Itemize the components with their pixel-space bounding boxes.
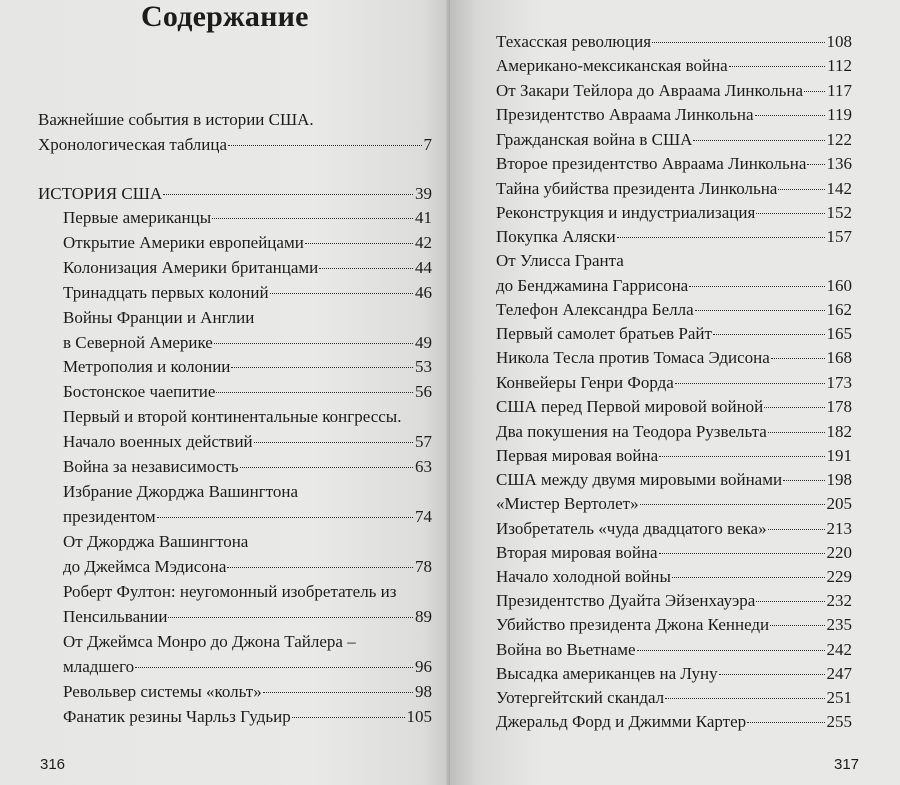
- toc-entry-title: США перед Первой мировой войной: [496, 397, 764, 416]
- dot-leader: [659, 456, 824, 457]
- toc-entry: [63, 530, 432, 579]
- toc-entry-page: 63: [415, 457, 432, 476]
- toc-entry-row: [496, 298, 852, 322]
- toc-entry: [496, 420, 852, 445]
- toc-entry-title: «Мистер Вертолет»: [496, 494, 639, 513]
- toc-entry-title: младшего: [63, 656, 135, 676]
- dot-leader: [231, 367, 413, 368]
- toc-entry: [63, 480, 432, 529]
- toc-entry-page: 7: [423, 134, 432, 154]
- toc-entry: [496, 565, 852, 590]
- toc-entry: [63, 405, 432, 454]
- toc-entry-title: Начало военных действий: [63, 431, 253, 451]
- toc-entry: [496, 201, 852, 226]
- toc-entry-row: [63, 655, 432, 679]
- dot-leader: [768, 432, 825, 433]
- toc-entry: [496, 371, 852, 396]
- dot-leader: [729, 66, 825, 67]
- page-title: Содержание: [141, 0, 309, 33]
- toc-entry-row: [496, 79, 852, 103]
- toc-entry-page: 136: [826, 154, 852, 173]
- toc-entry-title-line: Роберт Фултон: неугомонный изобретатель из: [63, 582, 397, 601]
- toc-entry: [496, 710, 852, 735]
- toc-entry-row: [496, 420, 852, 444]
- toc-entry: [63, 355, 432, 380]
- toc-entry-page: 165: [826, 324, 852, 343]
- toc-entry-title: Первый самолет братьев Райт: [496, 324, 712, 343]
- toc-entry-title: Второе президентство Авраама Линкольна: [496, 154, 807, 173]
- toc-entry-page: 235: [826, 615, 852, 634]
- toc-entry-row: [496, 201, 852, 225]
- toc-entry-page: 41: [415, 208, 432, 227]
- dot-leader: [693, 140, 824, 141]
- dot-leader: [637, 650, 825, 651]
- toc-entry: [496, 613, 852, 638]
- dot-leader: [756, 213, 824, 214]
- toc-entry-title: Уотергейтский скандал: [496, 688, 665, 707]
- toc-entry-title: Изобретатель «чуда двадцатого века»: [496, 519, 767, 538]
- toc-entry-title: Колонизация Америки британцами: [63, 258, 319, 277]
- dot-leader: [770, 625, 824, 626]
- toc-entry-title: Война за независимость: [63, 457, 239, 476]
- toc-entry-row: [496, 152, 852, 176]
- toc-entry-page: 119: [827, 105, 852, 124]
- toc-entry: [496, 79, 852, 104]
- toc-entry-row: [63, 231, 432, 255]
- toc-entry-title: Никола Тесла против Томаса Эдисона: [496, 348, 770, 367]
- toc-entry-page: 96: [415, 656, 432, 676]
- toc-entry: [63, 281, 432, 306]
- toc-entry-title-line: Избрание Джорджа Вашингтона: [63, 482, 299, 501]
- dot-leader: [747, 722, 824, 723]
- dot-leader: [227, 567, 413, 568]
- toc-entry-page: 157: [826, 227, 852, 246]
- toc-entry-page: 182: [826, 422, 852, 441]
- toc-entry-title: Высадка американцев на Луну: [496, 664, 718, 683]
- toc-entry-title: Хронологическая таблица: [38, 134, 228, 154]
- toc-entry-row: [496, 541, 852, 565]
- toc-entry-page: 39: [415, 184, 432, 203]
- toc-entry-title: США между двумя мировыми войнами: [496, 470, 783, 489]
- toc-entry-row: [496, 103, 852, 127]
- toc-entry-page: 49: [415, 332, 432, 352]
- dot-leader: [254, 442, 413, 443]
- toc-entry-row: [63, 281, 432, 305]
- toc-entry-title: Гражданская война в США: [496, 130, 693, 149]
- toc-entry-row: [496, 613, 852, 637]
- dot-leader: [695, 310, 825, 311]
- toc-entry: [496, 54, 852, 79]
- toc-entry-title: до Джеймса Мэдисона: [63, 556, 227, 576]
- dot-leader: [640, 504, 825, 505]
- toc-entry-row: [496, 444, 852, 468]
- toc-entry-title: Телефон Александра Белла: [496, 300, 694, 319]
- toc-entry-row: [63, 380, 432, 404]
- toc-entry-title: Президентство Авраама Линкольна: [496, 105, 754, 124]
- toc-entry-page: 168: [826, 348, 852, 367]
- dot-leader: [652, 42, 824, 43]
- toc-entry-title-line: От Джорджа Вашингтона: [63, 532, 249, 551]
- toc-entry-title: президентом: [63, 506, 156, 526]
- dot-leader: [240, 467, 413, 468]
- toc-entry: [496, 225, 852, 250]
- toc-entry: [496, 298, 852, 323]
- toc-entry-page: 251: [826, 688, 852, 707]
- toc-entry-title: Конвейеры Генри Форда: [496, 373, 674, 392]
- toc-entry-page: 108: [826, 32, 852, 51]
- toc-entry-title: Американо-мексиканская война: [496, 56, 728, 75]
- dot-leader: [783, 480, 824, 481]
- toc-entry: [63, 256, 432, 281]
- toc-entry-page: 247: [826, 664, 852, 683]
- toc-entry-title: в Северной Америке: [63, 332, 213, 352]
- toc-entry-page: 46: [415, 283, 432, 302]
- dot-leader: [659, 553, 825, 554]
- toc-entry-page: 42: [415, 233, 432, 252]
- toc-entry: [496, 444, 852, 469]
- toc-entry-row: [63, 355, 432, 379]
- toc-entry-page: 117: [827, 81, 852, 100]
- toc-entry-page: 89: [415, 606, 432, 626]
- page-number-right: 317: [834, 756, 860, 773]
- toc-entry-page: 122: [826, 130, 852, 149]
- toc-entry-page: 162: [826, 300, 852, 319]
- toc-entry-row: [38, 133, 432, 157]
- toc-entry: [496, 638, 852, 663]
- dot-leader: [216, 392, 413, 393]
- dot-leader: [292, 717, 405, 718]
- dot-leader: [719, 674, 825, 675]
- toc-entry-row: [63, 256, 432, 280]
- dot-leader: [228, 145, 421, 146]
- dot-leader: [675, 383, 825, 384]
- toc-entry-title: Два покушения на Теодора Рузвельта: [496, 422, 767, 441]
- toc-entry-page: 242: [826, 640, 852, 659]
- toc-entry-row: [496, 517, 852, 541]
- toc-entry-page: 220: [826, 543, 852, 562]
- toc-entry-page: 78: [415, 556, 432, 576]
- toc-entry-row: [63, 555, 432, 579]
- toc-entry: [496, 686, 852, 711]
- toc-entry-page: 112: [827, 56, 852, 75]
- dot-leader: [263, 692, 413, 693]
- toc-entry-row: [496, 225, 852, 249]
- toc-entry-page: 142: [826, 179, 852, 198]
- toc-entry-page: 205: [826, 494, 852, 513]
- toc-entry-title: Реконструкция и индустриализация: [496, 203, 756, 222]
- toc-entry-title: Метрополия и колонии: [63, 357, 231, 376]
- toc-entry: [496, 152, 852, 177]
- dot-leader: [135, 667, 413, 668]
- toc-entry-title-line: От Улисса Гранта: [496, 251, 624, 270]
- toc-entry-page: 160: [826, 275, 852, 295]
- toc-entry-title: Президентство Дуайта Эйзенхауэра: [496, 591, 756, 610]
- toc-entry: [496, 128, 852, 153]
- toc-entry: [63, 630, 432, 679]
- toc-entry-title: ИСТОРИЯ США: [38, 184, 163, 203]
- toc-entry-title-line: Важнейшие события в истории США.: [38, 110, 314, 129]
- toc-entry-row: [496, 274, 852, 298]
- page-number-left: 316: [40, 756, 66, 773]
- dot-leader: [665, 698, 824, 699]
- dot-leader: [771, 358, 825, 359]
- toc-entry-page: 56: [415, 382, 432, 401]
- dot-leader: [163, 194, 413, 195]
- toc-entry-title: Покупка Аляски: [496, 227, 616, 246]
- toc-entry-title: Бостонское чаепитие: [63, 382, 216, 401]
- toc-entry-title-line: Первый и второй континентальные конгрессы.: [63, 407, 402, 426]
- toc-entry-row: [63, 680, 432, 704]
- toc-entry-page: 232: [826, 591, 852, 610]
- dot-leader: [672, 577, 825, 578]
- toc-entry: [63, 455, 432, 480]
- toc-entry-row: [496, 395, 852, 419]
- toc-entry: [496, 541, 852, 566]
- toc-entry: [63, 206, 432, 231]
- toc-entry: [38, 182, 432, 207]
- toc-entry-title: Первая мировая война: [496, 446, 659, 465]
- dot-leader: [756, 601, 824, 602]
- toc-entry: [496, 103, 852, 128]
- toc-entry-title: до Бенджамина Гаррисона: [496, 275, 689, 295]
- toc-entry-row: [63, 505, 432, 529]
- toc-entry: [63, 680, 432, 705]
- toc-entry-title: Открытие Америки европейцами: [63, 233, 304, 252]
- toc-entry-page: 191: [826, 446, 852, 465]
- dot-leader: [807, 164, 824, 165]
- toc-entry-title: Джеральд Форд и Джимми Картер: [496, 712, 747, 731]
- toc-entry: [496, 346, 852, 371]
- toc-entry-title: Тайна убийства президента Линкольна: [496, 179, 778, 198]
- toc-entry-page: 198: [826, 470, 852, 489]
- toc-entry-page: 53: [415, 357, 432, 376]
- toc-entry-page: 178: [826, 397, 852, 416]
- toc-entry-title-line: Войны Франции и Англии: [63, 308, 255, 327]
- toc-entry-row: [496, 686, 852, 710]
- toc-entry-title: Убийство президента Джона Кеннеди: [496, 615, 770, 634]
- dot-leader: [713, 334, 825, 335]
- toc-entry-title: Револьвер системы «кольт»: [63, 682, 262, 701]
- toc-entry-row: [63, 455, 432, 479]
- toc-entry-row: [63, 605, 432, 629]
- toc-entry-page: 229: [826, 567, 852, 586]
- toc-entry-page: 255: [826, 712, 852, 731]
- toc-entry: [63, 705, 432, 730]
- toc-entry: [496, 395, 852, 420]
- toc-entry-title: Пенсильвании: [63, 606, 168, 626]
- toc-entry: [496, 662, 852, 687]
- toc-entry-row: [496, 638, 852, 662]
- toc-entry-title-line: От Джеймса Монро до Джона Тайлера –: [63, 632, 356, 651]
- toc-entry: [496, 468, 852, 493]
- toc-entry-page: 98: [415, 682, 432, 701]
- toc-entry-page: 74: [415, 506, 432, 526]
- toc-entry: [38, 108, 432, 157]
- dot-leader: [157, 517, 413, 518]
- dot-leader: [768, 529, 825, 530]
- toc-entry: [496, 249, 852, 298]
- dot-leader: [319, 268, 413, 269]
- dot-leader: [270, 293, 413, 294]
- toc-entry-row: [496, 322, 852, 346]
- toc-entry-row: [496, 710, 852, 734]
- dot-leader: [689, 286, 824, 287]
- toc-entry-title: Первые американцы: [63, 208, 212, 227]
- toc-entry: [63, 306, 432, 355]
- toc-entry-row: [63, 705, 432, 729]
- toc-entry-page: 44: [415, 258, 432, 277]
- toc-entry-row: [496, 662, 852, 686]
- dot-leader: [305, 243, 413, 244]
- toc-entry-row: [496, 468, 852, 492]
- toc-entry-row: [496, 565, 852, 589]
- toc-entry-title: Война во Вьетнаме: [496, 640, 636, 659]
- toc-entry-page: 173: [826, 373, 852, 392]
- toc-entry: [63, 380, 432, 405]
- toc-entry-row: [63, 331, 432, 355]
- toc-entry: [63, 231, 432, 256]
- toc-entry-title: Тринадцать первых колоний: [63, 283, 269, 302]
- toc-entry-page: 213: [826, 519, 852, 538]
- toc-entry: [496, 492, 852, 517]
- toc-entry-title: Фанатик резины Чарльз Гудьир: [63, 707, 291, 726]
- toc-entry-row: [63, 430, 432, 454]
- toc-entry-page: 57: [415, 431, 432, 451]
- toc-entry: [496, 177, 852, 202]
- dot-leader: [617, 237, 825, 238]
- dot-leader: [804, 91, 825, 92]
- toc-entry-row: [63, 206, 432, 230]
- toc-entry-row: [496, 492, 852, 516]
- toc-entry-row: [38, 182, 432, 206]
- toc-entry-row: [496, 589, 852, 613]
- dot-leader: [764, 407, 824, 408]
- toc-entry-row: [496, 128, 852, 152]
- toc-entry-title: Вторая мировая война: [496, 543, 658, 562]
- toc-entry: [496, 517, 852, 542]
- toc-entry: [63, 580, 432, 629]
- dot-leader: [214, 343, 413, 344]
- toc-entry-row: [496, 346, 852, 370]
- toc-entry-page: 152: [826, 203, 852, 222]
- toc-entry: [496, 322, 852, 347]
- toc-entry-row: [496, 30, 852, 54]
- toc-entry-row: [496, 54, 852, 78]
- dot-leader: [778, 189, 824, 190]
- toc-entry: [496, 30, 852, 55]
- dot-leader: [168, 617, 413, 618]
- toc-entry-page: 105: [406, 707, 432, 726]
- toc-entry-title: От Закари Тейлора до Авраама Линкольна: [496, 81, 804, 100]
- toc-entry-row: [496, 177, 852, 201]
- dot-leader: [212, 218, 413, 219]
- dot-leader: [755, 115, 826, 116]
- toc-entry-row: [496, 371, 852, 395]
- toc-entry-title: Техасская революция: [496, 32, 652, 51]
- toc-entry-title: Начало холодной войны: [496, 567, 671, 586]
- toc-entry: [496, 589, 852, 614]
